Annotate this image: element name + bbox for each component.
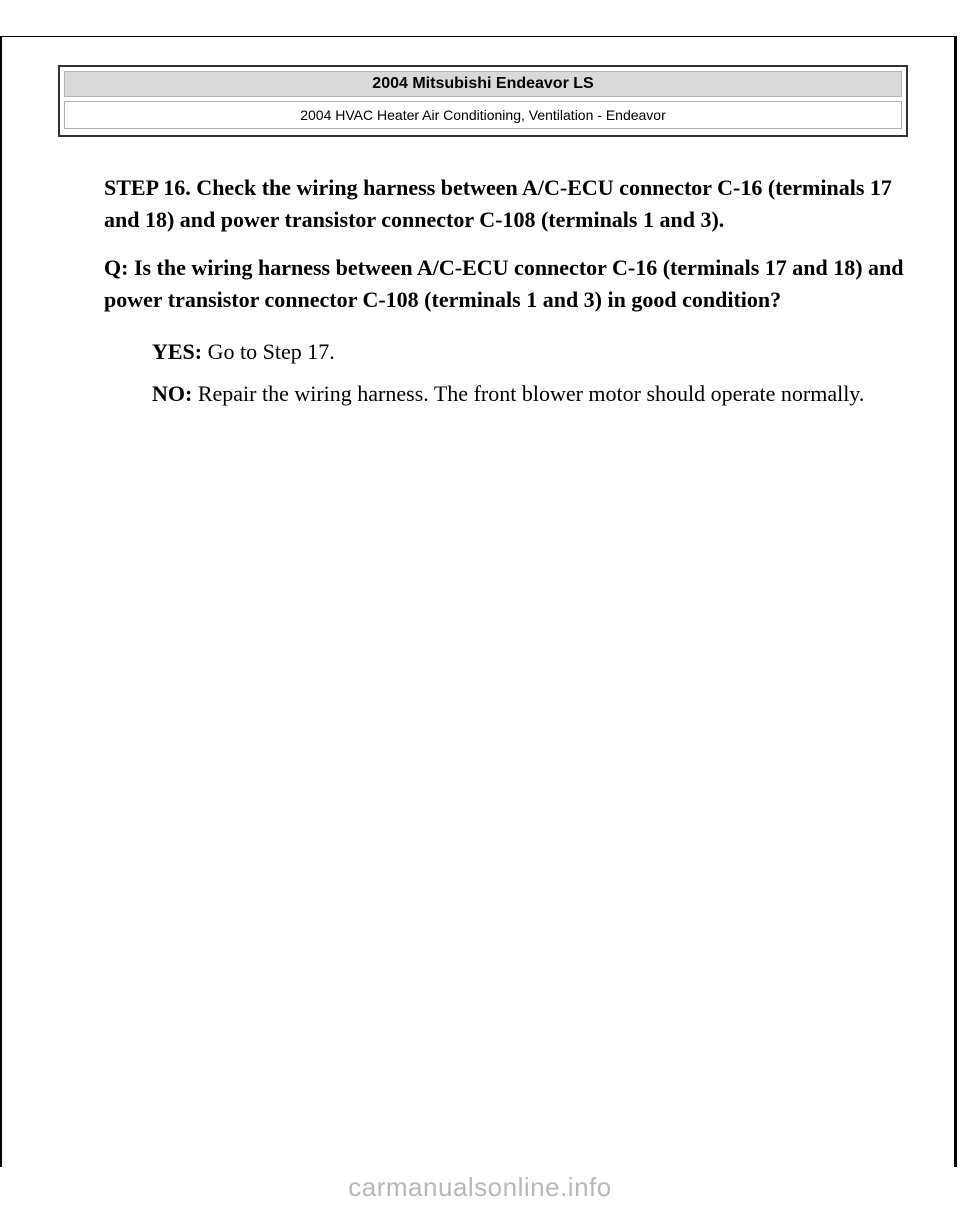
question-text: Q: Is the wiring harness between A/C-ECU connector C-16 (terminals 17 and 18) and power transistor connector C-108 (terminals 1 and 3) in good condition? [104,255,904,312]
header-subtitle: 2004 HVAC Heater Air Conditioning, Ventilation - Endeavor [64,101,902,129]
document-header [58,65,908,137]
answer-yes-text: Go to Step 17. [207,339,335,364]
answer-no-text: Repair the wiring harness. The front blower motor should operate normally. [197,381,865,406]
answer-list [152,336,904,410]
step-heading: STEP 16. Check the wiring harness between A/C-ECU connector C-16 (terminals 17 and 18) and power transistor connector C-108 (terminals 1 and 3). [104,175,892,232]
site-watermark: carmanualsonline.info [348,1172,612,1202]
answer-no [152,378,904,410]
document-body [104,172,904,420]
answer-yes-label: YES: [152,339,203,364]
header-title: 2004 Mitsubishi Endeavor LS [64,71,902,97]
answer-no-label: NO: [152,381,193,406]
answer-yes [152,336,904,368]
